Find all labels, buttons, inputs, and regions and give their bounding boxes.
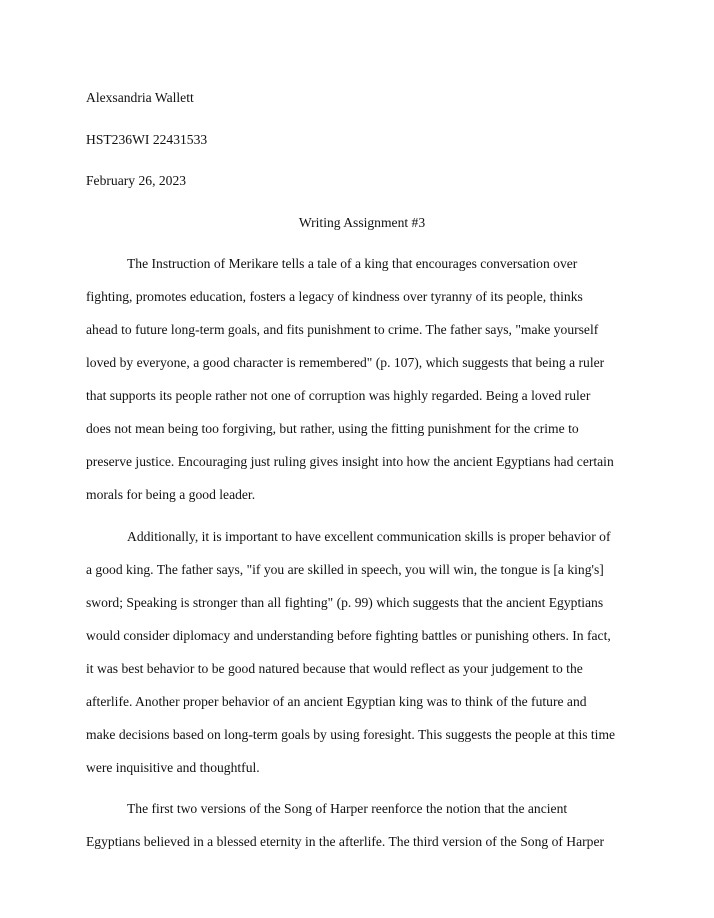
text-line: The Instruction of Merikare tells a tale of a king that encourages conversation over <box>127 256 578 272</box>
text-line: does not mean being too forgiving, but rather, using the fitting punishment for the crime to <box>86 421 579 437</box>
author-name: Alexsandria Wallett <box>86 90 194 105</box>
paragraph-1 <box>86 247 638 511</box>
text-line: Egyptians believed in a blessed eternity in the afterlife. The third version of the Song of Harper <box>86 834 605 850</box>
text-line: sword; Speaking is stronger than all fighting" (p. 99) which suggests that the ancient Egyptians <box>86 594 604 610</box>
course-code: HST236WI 22431533 <box>86 131 208 147</box>
text-line: a good king. The father says, "if you are skilled in speech, you will win, the tongue is [a king's] <box>86 561 604 577</box>
document-date: February 26, 2023 <box>86 173 187 189</box>
text-line: The first two versions of the Song of Harper reenforce the notion that the ancient <box>127 801 568 817</box>
text-line: preserve justice. Encouraging just ruling gives insight into how the ancient Egyptians had certain <box>86 454 614 470</box>
text-line: make decisions based on long-term goals by using foresight. This suggests the people at this time <box>86 726 616 742</box>
text-line: that supports its people rather not one of corruption was highly regarded. Being a loved ruler <box>86 388 591 404</box>
text-line: afterlife. Another proper behavior of an ancient Egyptian king was to think of the future and <box>86 693 587 709</box>
text-line: fighting, promotes education, fosters a legacy of kindness over tyranny of its people, thinks <box>86 289 583 305</box>
text-line: loved by everyone, a good character is remembered" (p. 107), which suggests that being a ruler <box>86 355 605 371</box>
text-line: would consider diplomacy and understanding before fighting battles or punishing others. In fact, <box>86 627 611 643</box>
paragraph-3 <box>86 792 638 858</box>
document-body <box>86 81 638 867</box>
text-line: morals for being a good leader. <box>86 487 256 503</box>
text-line: ahead to future long-term goals, and fits punishment to crime. The father says, "make yourself <box>86 322 599 338</box>
text-line: it was best behavior to be good natured because that would reflect as your judgement to the <box>86 660 583 676</box>
document-title: Writing Assignment #3 <box>298 214 426 230</box>
text-line: were inquisitive and thoughtful. <box>86 759 260 775</box>
text-line: Additionally, it is important to have excellent communication skills is proper behavior of <box>127 528 611 544</box>
paragraph-2 <box>86 520 638 784</box>
